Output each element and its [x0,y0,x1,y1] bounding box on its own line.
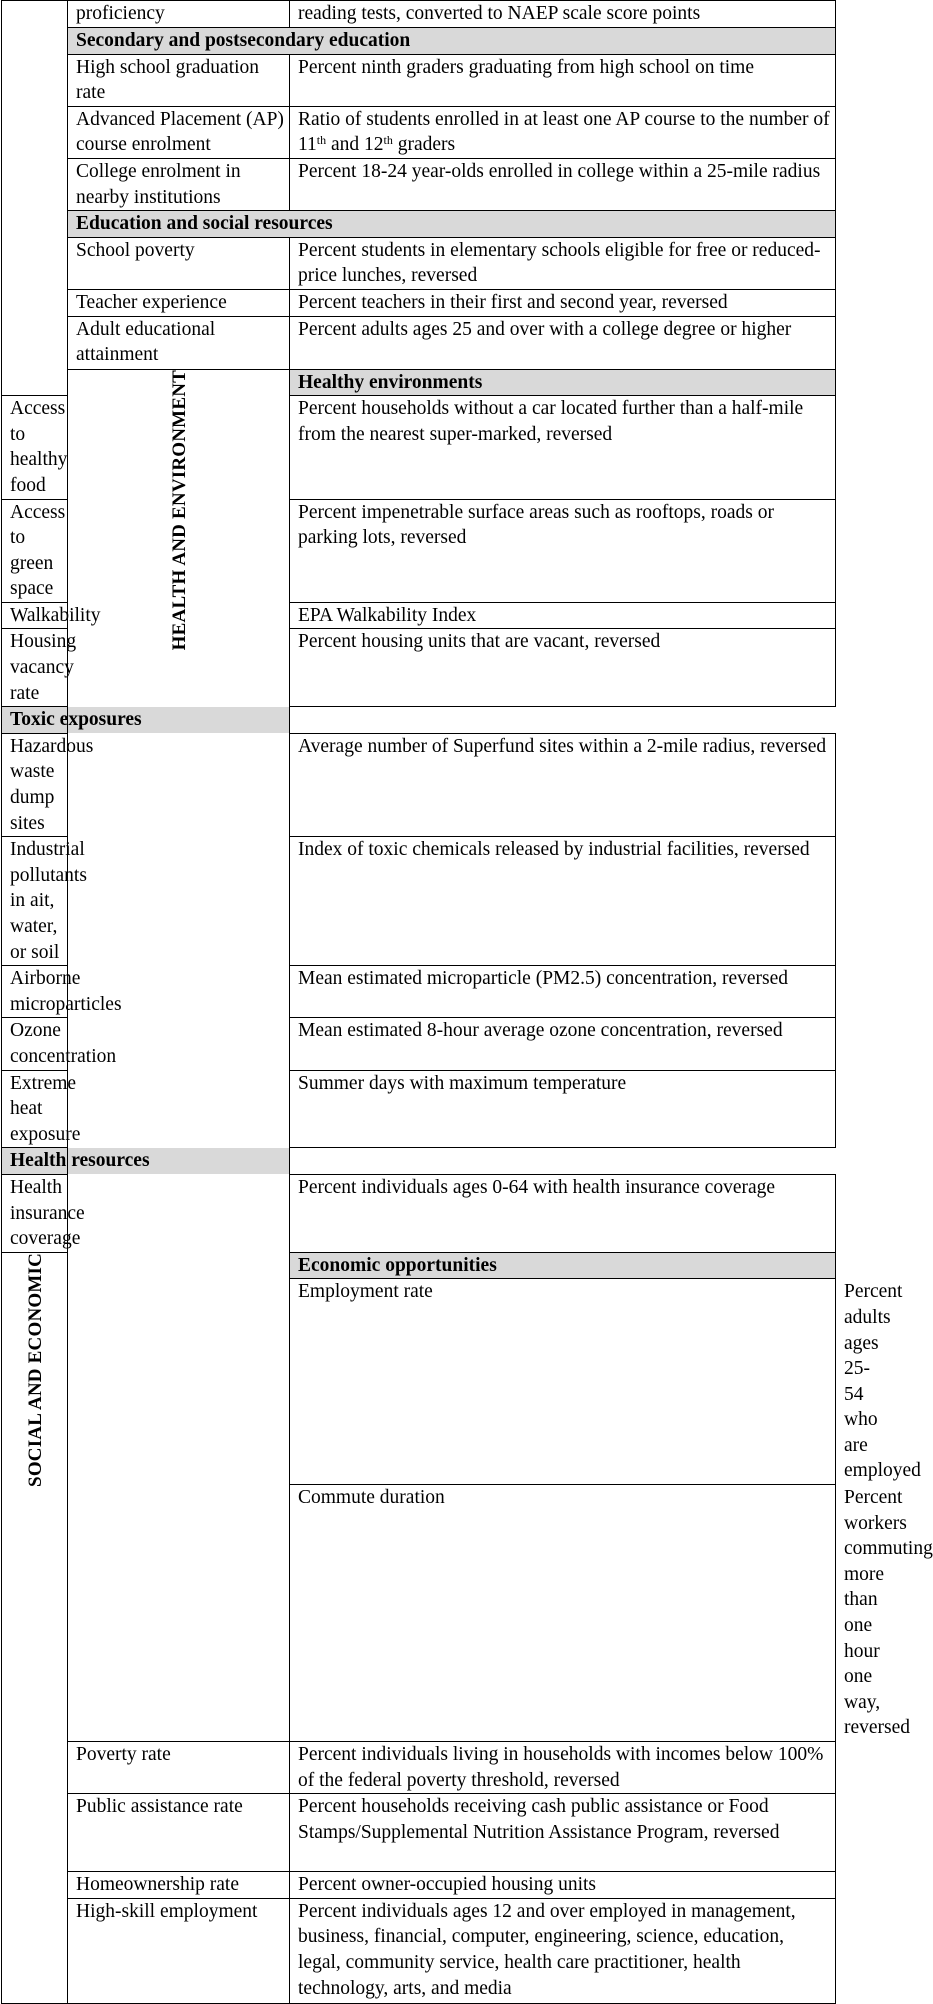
indicator-name: Housing vacancy rate [2,629,68,707]
indicator-description: Percent students in elementary schools eligible for free or reduced-price lunches, reversed [290,237,836,289]
domain-label-social: SOCIAL AND ECONOMIC [25,1252,47,1487]
indicator-description: Percent individuals ages 12 and over employed in management, business, financial, computer, engineering, science, education, legal, community service, health care practitioner, health technology, arts, and media [290,1898,836,2003]
indicator-description: reading tests, converted to NAEP scale score points [290,1,836,28]
indicator-description: Percent 18-24 year-olds enrolled in college within a 25-mile radius [290,158,836,210]
indicator-description: Summer days with maximum temperature [290,1070,836,1148]
table-row [2,316,836,369]
indicator-description: Average number of Superfund sites within a 2-mile radius, reversed [290,733,836,836]
table-row [2,158,836,210]
indicator-description: Percent individuals ages 0-64 with health insurance coverage [290,1174,836,1252]
description-text: graders [392,134,456,156]
indicator-description: EPA Walkability Index [290,602,836,629]
indicator-name: Ozone concentration [2,1018,68,1070]
superscript: th [383,133,393,148]
indicator-name: Homeownership rate [68,1872,290,1899]
indicator-name: Commute duration [290,1485,836,1742]
table-row: Commute duration Percent workers commuting more than one hour one way, reversed [2,1485,836,1742]
indicator-description: Mean estimated microparticle (PM2.5) concentration, reversed [290,966,836,1018]
domain-cell-education [2,1,68,396]
indicator-table [1,0,933,2004]
indicator-name: Poverty rate [68,1742,290,1794]
indicator-name: Advanced Placement (AP) course enrolment [68,106,290,158]
indicator-name: Health insurance coverage [2,1174,68,1252]
subcategory-header: Education and social resources [68,211,836,238]
subheader-row [2,28,836,55]
subcategory-header: Toxic exposures [2,707,290,734]
indicator-description: Percent owner-occupied housing units [290,1872,836,1899]
domain-label-health: HEALTH AND ENVIRONMENT [169,369,191,650]
indicator-description: Percent adults ages 25 and over with a college degree or higher [290,316,836,369]
subheader-row [2,211,836,238]
indicator-name: Hazardous waste dump sites [2,733,68,836]
indicator-name: High school graduation rate [68,54,290,106]
table-row [2,237,836,289]
subcategory-header: Secondary and postsecondary education [68,28,836,55]
indicator-description: Percent impenetrable surface areas such as rooftops, roads or parking lots, reversed [290,499,836,602]
table-row: Employment rate Percent adults ages 25-54 who are employed [2,1279,836,1485]
indicator-name: College enrolment in nearby institutions [68,158,290,210]
indicator-description: Percent households receiving cash public assistance or Food Stamps/Supplemental Nutrition Assistance Program, reversed [290,1794,836,1872]
indicator-description: Index of toxic chemicals released by industrial facilities, reversed [290,837,836,966]
subheader-row [2,369,836,396]
table-row [2,1794,836,1872]
indicator-name: Airborne microparticles [2,966,68,1018]
indicator-name: Adult educational attainment [68,316,290,369]
subcategory-header: Health resources [2,1148,290,1175]
subheader-row [2,1148,836,1175]
indicator-name: Public assistance rate [68,1794,290,1872]
table-row [2,1742,836,1794]
indicator-name: High-skill employment [68,1898,290,2003]
indicator-name: Access to healthy food [2,396,68,499]
table-row [2,289,836,316]
indicator-name: Industrial pollutants in ait, water, or soil [2,837,68,966]
subcategory-header: Healthy environments [290,369,836,396]
indicator-name: Employment rate [290,1279,836,1485]
indicator-description: Percent ninth graders graduating from high school on time [290,54,836,106]
table-row [2,1,836,28]
superscript: th [316,133,327,148]
table-row [2,54,836,106]
indicator-description: Mean estimated 8-hour average ozone concentration, reversed [290,1018,836,1070]
indicator-name: Extreme heat exposure [2,1070,68,1148]
table-row [2,1872,836,1899]
indicator-description: Percent teachers in their first and second year, reversed [290,289,836,316]
indicator-description: Percent housing units that are vacant, reversed [290,629,836,707]
table-row [2,106,836,158]
description-text: and 12 [326,134,384,156]
indicator-description [290,106,836,158]
subheader-row [2,707,836,734]
indicator-name: Walkability [2,602,68,629]
indicator-description: Percent individuals living in households with incomes below 100% of the federal poverty threshold, reversed [290,1742,836,1794]
table-row [2,1898,836,2003]
domain-cell-social [2,1252,68,2003]
subcategory-header: Economic opportunities [290,1252,836,1279]
indicator-name: Access to green space [2,499,68,602]
indicator-name: Teacher experience [68,289,290,316]
indicator-description: Percent households without a car located further than a half-mile from the nearest super-marked, reversed [290,396,836,499]
indicator-name: proficiency [68,1,290,28]
indicator-name: School poverty [68,237,290,289]
description-text: Ratio of students enrolled in at least one AP course to the number of 11 [298,108,830,156]
